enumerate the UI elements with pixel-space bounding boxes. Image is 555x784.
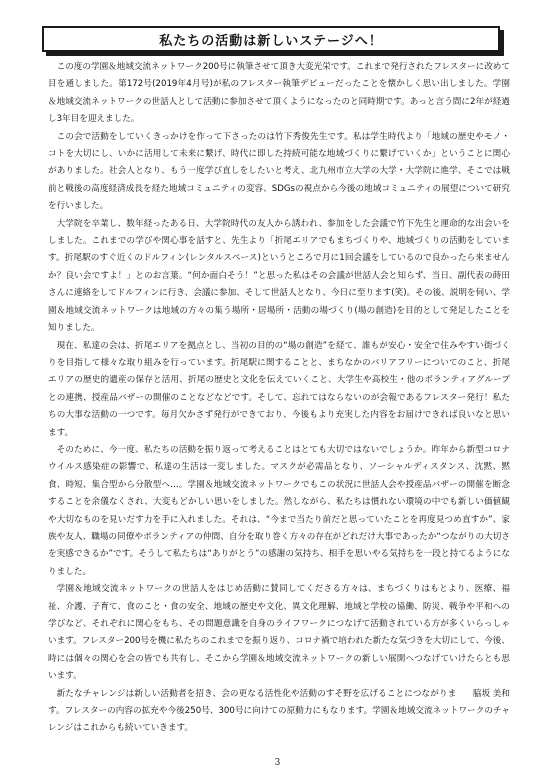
page-number: 3	[274, 758, 281, 768]
article-body	[48, 59, 510, 738]
paragraph: この度の学園＆地域交流ネットワーク200号に執筆させて頂き大変光栄です。これまで発行されたフレスターに改めて目を通しました。第172号(2019年4月号)が私のフレスター執筆デビューだったことを懐かしく思い出しました。学園＆地域交流ネットワークの世話人として活動に参加させて頂くようになったのと同時期です。あっと言う間に2年が経過し3年目を迎えました。	[48, 62, 510, 125]
page-title: 私たちの活動は新しいステージへ！	[159, 33, 383, 49]
paragraph: この会で活動をしていくきっかけを作って下さったのは竹下秀俊先生です。私は学生時代より「地域の歴史やモノ・コトを大切にし、いかに活用して未来に繋げ、時代に即した持続可能な地域づくりに繋げていくか」ということに関心がありました。社会人となり、もう一度学び直しをしたいと考え、北九州市立大学の大学・大学院に進学、そこでは戦前と戦後の高度経済成長を経た地域コミュニティの変容、SDGsの視点から今後の地域コミュニティの展望について研究を行いました。	[48, 131, 510, 212]
author-signature: 脇坂 美和	[472, 688, 510, 699]
last-paragraph	[48, 686, 510, 738]
paragraph: 現在、私達の会は、折尾エリアを拠点とし、当初の目的の“場の創造”を経て、誰もが安心・安全で住みやすい街づくりを目指して様々な取り組みを行っています。折尾駅に関することと、まちなかのバリアフリーについてのこと、折尾エリアの歴史的遺産の保存と活用、折尾の歴史と文化を伝えていくこと、大学生や高校生・他のボランティアグループとの連携、授産品バザーの開催のことなどなどです。そして、忘れてはならないのが会報であるフレスター発行！私たちの大事な活動の一つです。毎月欠かさず発行ができており、今後もより充実した内容をお届けできれば良いなと思います。	[48, 340, 510, 438]
paragraph: 学園＆地域交流ネットワークの世話人をはじめ活動に賛同してくださる方々は、まちづくりはもとより、医療、福祉、介護、子育て、食のこと・食の安全、地域の歴史や文化、異文化理解、地域と学校の協働、防災、戦争や平和への学びなど、それぞれに関心をもち、その問題意識を自身のライフワークにつなげて活動されている方が多くいらっしゃいます。フレスター200号を機に私たちのこれまでを振り返り、コロナ禍で培われた新たな気づきを大切にして、今後、時には個々の関心を会の皆でも共有し、そこから学園＆地域交流ネットワークの新しい展開へつなげていけたらとも思います。	[48, 584, 510, 682]
paragraph: そのために、今一度、私たちの活動を振り返って考えることはとても大切ではないでしょうか。昨年から新型コロナウイルス感染症の影響で、私達の生活は一変しました。マスクが必需品となり、ソーシャルディスタンス、沈黙、黙食、時短、集合型から分散型へ…。学園＆地域交流ネットワークでもこの状況に世話人会や授産品バザーの開催を断念することを余儀なくされ、大変もどかしい思いをしました。然しながら、私たちは慣れない環境の中でも新しい価値観や大切なものを見いだす力を手に入れました。それは、“今まで当たり前だと思っていたことを再度見つめ直すか”、家族や友人、職場の同僚やボランティアの仲間、自分を取り巻く方々の存在がどれだけ大事であったか“つながりの大切さを実感できるか”です。そうして私たちは“ありがとう”の感謝の気持ち、相手を思いやる気持ちを一段と持てるようになりました。	[48, 444, 510, 577]
paragraph: 大学院を卒業し、数年経ったある日、大学院時代の友人から誘われ、参加をした会議で竹下先生と運命的な出会いをしました。これまでの学びや関心事を話すと、先生より「折尾エリアでもまちづくりや、地域づくりの活動をしています。折尾駅のすぐ近くのドルフィン(レンタルスペース)というところで月に1回会議をしているので良かったら来ませんか？良い会ですよ！」とのお言葉。“何か面白そう！”と思った私はその会議が世話人会と知らず、当日、副代表の蒔田さんに連絡をしてドルフィンに行き、会議に参加、そして世話人となり、今日に至ります(笑)。その後、説明を伺い、学園＆地域交流ネットワークは地域の方々の集う場所・居場所・活動の場づくり(場の創造)を目的として発足したことを知りました。	[48, 218, 510, 334]
title-banner	[42, 26, 500, 52]
last-paragraph-text: 新たなチャレンジは新しい活動者を招き、会の更なる活性化や活動のすそ野を広げることにつながります。フレスターの内容の拡充や今後250号、300号に向けての原動力にもなります。学園＆地域交流ネットワークのチャレンジはこれからも続いていきます。	[48, 688, 510, 734]
